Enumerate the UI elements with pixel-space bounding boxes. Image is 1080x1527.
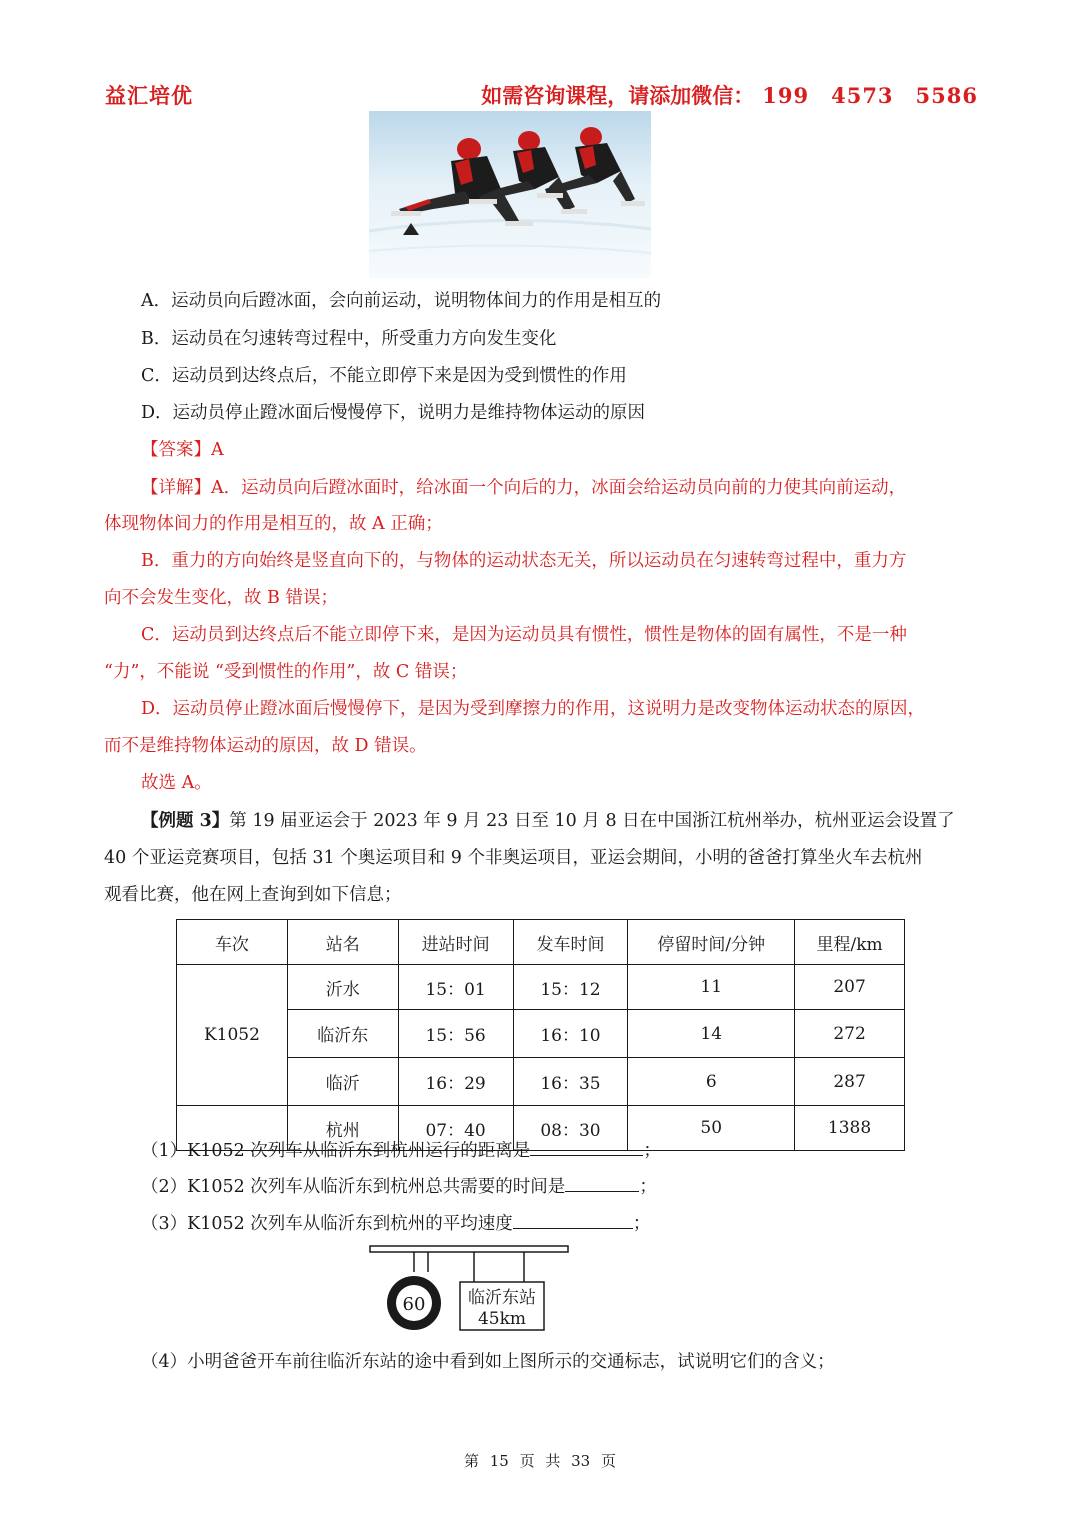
- table-row: [177, 965, 905, 1010]
- detail-line-1: [141, 476, 906, 500]
- detail-line-8: 而不是维持物体运动的原因，故 D 错误。: [104, 736, 427, 756]
- sign-bar: [370, 1246, 568, 1252]
- question-2-text: （2）K1052 次列车从临沂东到杭州总共需要的时间是: [141, 1177, 566, 1197]
- phone-part-1: 199: [762, 83, 810, 108]
- header-departure: 发车时间: [513, 920, 628, 965]
- contact-line: [481, 80, 978, 110]
- table-cell: 16：10: [513, 1010, 628, 1058]
- table-cell: 11: [628, 965, 795, 1010]
- page-number: 第 15 页 共 33 页: [463, 1452, 616, 1470]
- table-cell: 杭州: [287, 1106, 398, 1151]
- table-cell: 287: [795, 1058, 905, 1106]
- table-cell: 272: [795, 1010, 905, 1058]
- option-a: A．运动员向后蹬冰面，会向前运动，说明物体间力的作用是相互的: [141, 291, 662, 311]
- example-line-3: 观看比赛，他在网上查询到如下信息；: [104, 885, 402, 905]
- traffic-sign-figure: [366, 1242, 576, 1338]
- speed-skaters-photo: [369, 111, 651, 278]
- header-arrival: 进站时间: [398, 920, 513, 965]
- table-cell: 16：29: [398, 1058, 513, 1106]
- example-line-1: [141, 809, 955, 833]
- table-cell: 50: [628, 1106, 795, 1151]
- answer-value: A: [211, 440, 224, 460]
- detail-line-5: C．运动员到达终点后不能立即停下来，是因为运动员具有惯性，惯性是物体的固有属性，不是一种: [141, 625, 907, 645]
- question-1-end: ；: [643, 1141, 661, 1161]
- table-cell: 6: [628, 1058, 795, 1106]
- phone-part-2: 4573: [831, 83, 894, 108]
- question-1-text: （1）K1052 次列车从临沂东到杭州运行的距离是: [141, 1141, 531, 1161]
- question-3-text: （3）K1052 次列车从临沂东到杭州的平均速度: [141, 1214, 513, 1234]
- table-cell: 15：01: [398, 965, 513, 1010]
- question-3-end: ；: [632, 1214, 651, 1234]
- option-c: C．运动员到达终点后，不能立即停下来是因为受到惯性的作用: [141, 366, 627, 386]
- table-header-row: [177, 920, 905, 965]
- table-cell: 1388: [795, 1106, 905, 1151]
- table-cell: 08：30: [513, 1106, 628, 1151]
- table-cell: 07：40: [398, 1106, 513, 1151]
- header-mileage: 里程/km: [795, 920, 905, 965]
- question-1: [141, 1137, 661, 1163]
- table-cell: 207: [795, 965, 905, 1010]
- detail-label: 【详解】: [141, 478, 211, 498]
- table-cell: 15：56: [398, 1010, 513, 1058]
- table-cell: 临沂: [287, 1058, 398, 1106]
- train-number-cell: K1052: [177, 965, 288, 1106]
- question-2: [141, 1173, 657, 1199]
- header-stop-time: 停留时间/分钟: [628, 920, 795, 965]
- speed-limit-value: 60: [402, 1294, 426, 1315]
- answer-blank-1[interactable]: [530, 1137, 643, 1156]
- detail-line-2: 体现物体间力的作用是相互的，故 A 正确；: [104, 514, 443, 534]
- question-3: [141, 1210, 650, 1236]
- example-line-2: 40 个亚运竞赛项目，包括 31 个奥运项目和 9 个非奥运项目，亚运会期间，小明的爸爸打算坐火车去杭州: [104, 848, 923, 868]
- answer-line: [141, 438, 224, 462]
- question-2-end: ；: [639, 1177, 657, 1197]
- table-cell: 临沂东: [287, 1010, 398, 1058]
- distance-sign-station: 临沂东站: [468, 1288, 536, 1308]
- table-cell: 14: [628, 1010, 795, 1058]
- example-text-1: 第 19 届亚运会于 2023 年 9 月 23 日至 10 月 8 日在中国浙江杭州举办，杭州亚运会设置了: [229, 811, 955, 831]
- header-train: 车次: [177, 920, 288, 965]
- detail-text-1: A．运动员向后蹬冰面时，给冰面一个向后的力，冰面会给运动员向前的力使其向前运动，: [211, 478, 907, 498]
- example-label: 【例题 3】: [141, 811, 230, 831]
- table-cell: 16：35: [513, 1058, 628, 1106]
- conclusion: 故选 A。: [141, 773, 212, 793]
- option-b: B．运动员在匀速转弯过程中，所受重力方向发生变化: [141, 329, 557, 349]
- answer-blank-3[interactable]: [513, 1210, 633, 1229]
- detail-line-6: “力”，不能说 “受到惯性的作用”，故 C 错误；: [104, 662, 468, 682]
- answer-blank-2[interactable]: [565, 1173, 639, 1192]
- question-4: （4）小明爸爸开车前往临沂东站的途中看到如上图所示的交通标志，试说明它们的含义；: [141, 1352, 835, 1372]
- train-timetable: [176, 919, 905, 1151]
- distance-sign-value: 45km: [477, 1309, 527, 1329]
- phone-part-3: 5586: [915, 83, 978, 108]
- table-cell: 15：12: [513, 965, 628, 1010]
- contact-text: 如需咨询课程，请添加微信：: [481, 83, 755, 108]
- table-cell: 沂水: [287, 965, 398, 1010]
- answer-label: 【答案】: [141, 440, 211, 460]
- option-d: D．运动员停止蹬冰面后慢慢停下，说明力是维持物体运动的原因: [141, 403, 646, 423]
- detail-line-4: 向不会发生变化，故 B 错误；: [104, 588, 338, 608]
- header-station: 站名: [287, 920, 398, 965]
- detail-line-7: D．运动员停止蹬冰面后慢慢停下，是因为受到摩擦力的作用，这说明力是改变物体运动状态的原因，: [141, 699, 926, 719]
- detail-line-3: B．重力的方向始终是竖直向下的，与物体的运动状态无关，所以运动员在匀速转弯过程中，重力方: [141, 551, 907, 571]
- brand-name: 益汇培优: [105, 83, 193, 108]
